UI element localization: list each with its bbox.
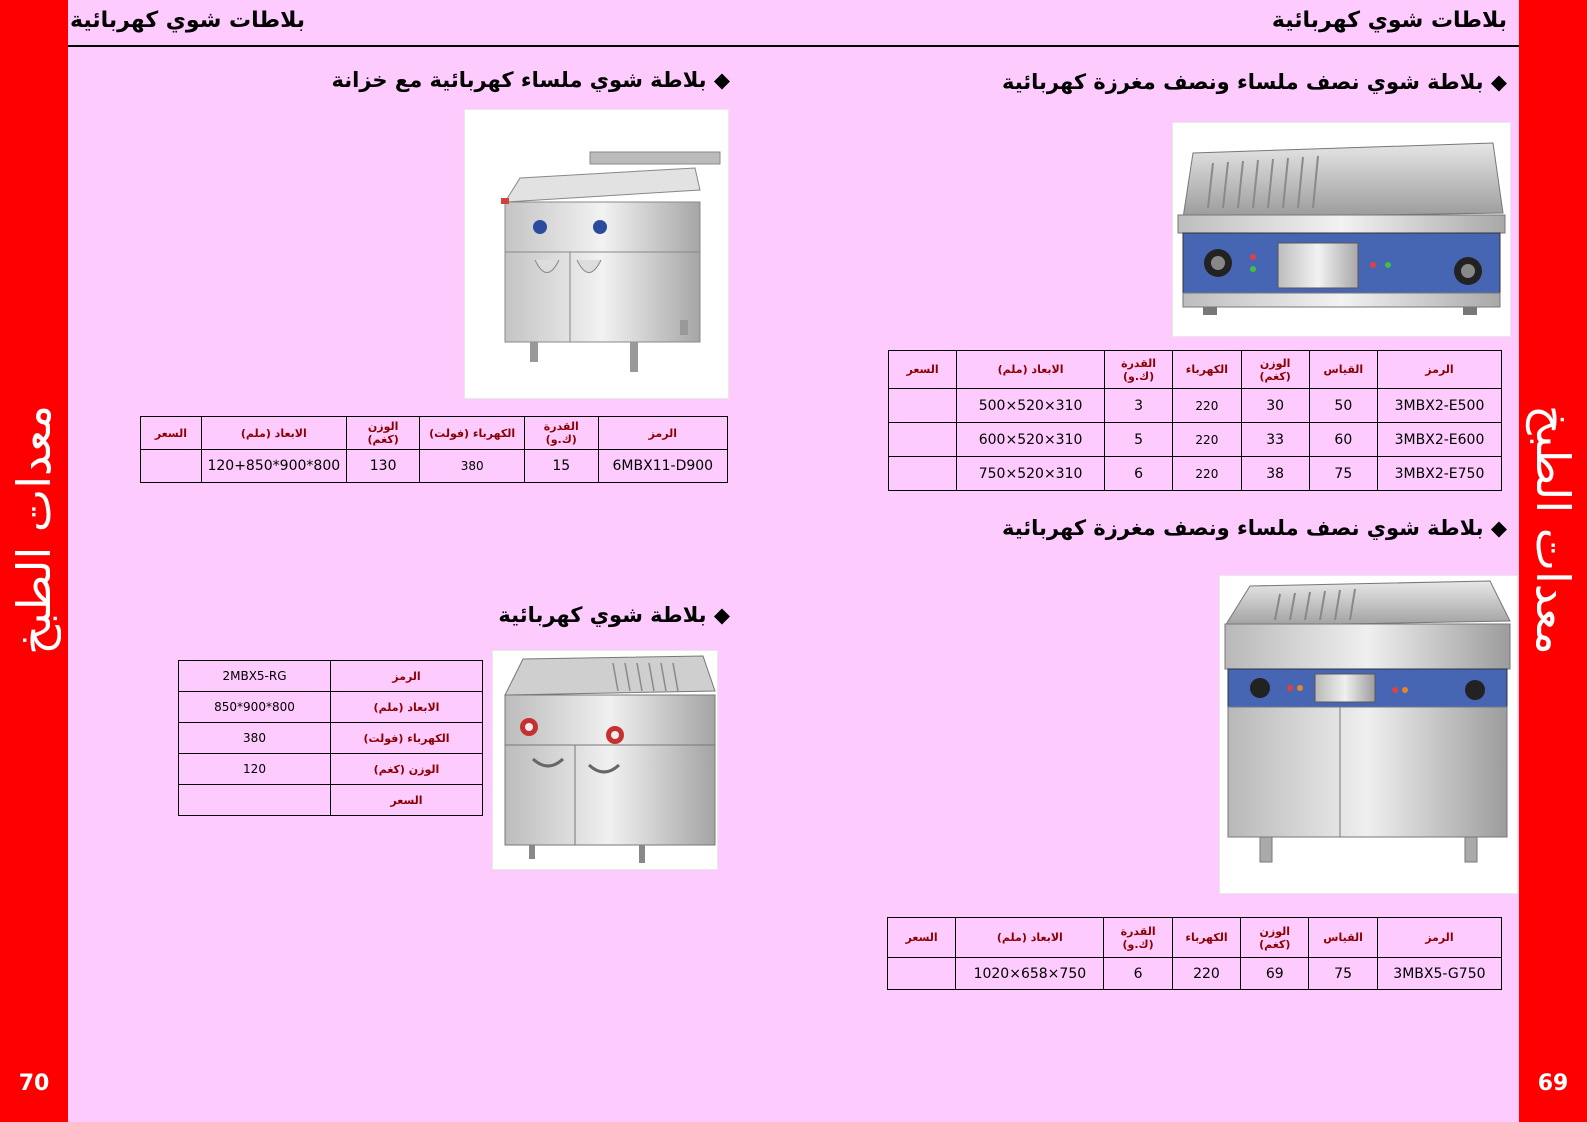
left-side-title: معدات الطبخ [7,405,61,655]
cell-dimensions: 800*900*120+850 [201,450,346,483]
cell-weight: 38 [1241,457,1309,491]
electric-griddle-image [492,650,718,870]
table-row [141,450,728,483]
col-header-power: القدرة (ك.و) [1104,351,1172,389]
cell-code: 6MBX11-D900 [598,450,727,483]
col-header-dimensions: الابعاد (ملم) [956,918,1104,958]
right-side-title: معدات الطبخ [1526,405,1580,655]
table-row [179,754,483,785]
cell-size: 50 [1309,389,1377,423]
table-header-row [141,417,728,450]
cell-price [889,423,957,457]
cell-power: 5 [1104,423,1172,457]
cell-price [141,450,202,483]
cell-power: 6 [1104,958,1172,990]
cell-dimensions: 310×520×750 [957,457,1105,491]
table-row [889,457,1502,491]
table-row [889,389,1502,423]
header-divider [68,45,1519,47]
table-header-row [889,351,1502,389]
table-row [179,661,483,692]
table-header-row [888,918,1502,958]
spec-table-half-smooth-tabletop [888,350,1502,491]
cell-weight: 33 [1241,423,1309,457]
col-header-dimensions: الابعاد (ملم) [957,351,1105,389]
cell-power: 6 [1104,457,1172,491]
col-header-size: القياس [1309,918,1377,958]
diamond-bullet-icon: ◆ [1490,516,1507,540]
diamond-bullet-icon: ◆ [1490,70,1507,94]
spec-table-half-smooth-cabinet [887,917,1502,990]
spec-table-smooth-cabinet [140,416,728,483]
col-header-power-supply: الكهرباء (فولت) [420,417,524,450]
cell-dimensions: 750×658×1020 [956,958,1104,990]
header-title-right: بلاطات شوي كهربائية [1271,8,1507,33]
section-title-half-smooth-cabinet: ◆ بلاطة شوي نصف ملساء ونصف مغرزة كهربائية [1001,516,1507,540]
cell-power-supply: 220 [1172,958,1240,990]
smooth-cabinet-griddle-illustration [465,110,728,398]
row-value-price [179,785,331,816]
cell-weight: 69 [1241,958,1309,990]
row-label-price: السعر [331,785,483,816]
cell-code: 3MBX2-E600 [1378,423,1502,457]
cell-code: 3MBX5-G750 [1377,958,1501,990]
cell-size: 75 [1309,958,1377,990]
col-header-power-supply: الكهرباء [1172,918,1240,958]
section-title-half-smooth-tabletop: ◆ بلاطة شوي نصف ملساء ونصف مغرزة كهربائية [1001,70,1507,94]
table-row [179,785,483,816]
col-header-dimensions: الابعاد (ملم) [201,417,346,450]
cell-price [888,958,956,990]
col-header-power: القدرة (ك.و) [1104,918,1172,958]
electric-griddle-illustration [493,651,717,869]
diamond-bullet-icon: ◆ [713,68,730,92]
spec-table-electric-griddle [178,660,483,816]
row-label-power-supply: الكهرباء (فولت) [331,723,483,754]
left-page-number: 70 [18,1071,50,1096]
cell-power-supply: 380 [420,450,524,483]
table-row [888,958,1502,990]
col-header-code: الرمز [1378,351,1502,389]
table-row [889,423,1502,457]
left-side-bar [0,0,68,1122]
row-value-power-supply: 380 [179,723,331,754]
row-value-weight: 120 [179,754,331,785]
cabinet-griddle-image [1219,575,1518,894]
col-header-weight: الوزن (كغم) [346,417,420,450]
cell-weight: 30 [1241,389,1309,423]
cell-size: 75 [1309,457,1377,491]
col-header-size: القياس [1309,351,1377,389]
col-header-price: السعر [141,417,202,450]
right-page-number: 69 [1537,1071,1569,1096]
row-value-dimensions: 800*900*850 [179,692,331,723]
col-header-price: السعر [889,351,957,389]
col-header-code: الرمز [598,417,727,450]
cell-price [889,389,957,423]
right-side-bar [1519,0,1587,1122]
col-header-weight: الوزن (كغم) [1241,918,1309,958]
tabletop-griddle-image [1172,122,1511,337]
row-label-weight: الوزن (كغم) [331,754,483,785]
col-header-weight: الوزن (كغم) [1241,351,1309,389]
col-header-power: القدرة (ك.و) [524,417,598,450]
cell-power-supply: 220 [1173,389,1241,423]
table-row [179,692,483,723]
cell-price [889,457,957,491]
table-row [179,723,483,754]
cabinet-griddle-illustration [1220,576,1517,893]
row-label-dimensions: الابعاد (ملم) [331,692,483,723]
section-title-smooth-cabinet: ◆ بلاطة شوي ملساء كهربائية مع خزانة [331,68,730,92]
cell-code: 3MBX2-E500 [1378,389,1502,423]
row-label-code: الرمز [331,661,483,692]
col-header-power-supply: الكهرباء [1173,351,1241,389]
smooth-cabinet-griddle-image [464,109,729,399]
header-title-left: بلاطات شوي كهربائية [70,8,306,33]
col-header-price: السعر [888,918,956,958]
cell-power: 3 [1104,389,1172,423]
cell-power: 15 [524,450,598,483]
col-header-code: الرمز [1377,918,1501,958]
cell-code: 3MBX2-E750 [1378,457,1502,491]
cell-weight: 130 [346,450,420,483]
section-title-electric-griddle: ◆ بلاطة شوي كهربائية [498,603,730,627]
diamond-bullet-icon: ◆ [713,603,730,627]
cell-power-supply: 220 [1173,423,1241,457]
tabletop-griddle-illustration [1173,123,1510,336]
cell-size: 60 [1309,423,1377,457]
cell-power-supply: 220 [1173,457,1241,491]
cell-dimensions: 310×520×500 [957,389,1105,423]
cell-dimensions: 310×520×600 [957,423,1105,457]
row-value-code: 2MBX5-RG [179,661,331,692]
